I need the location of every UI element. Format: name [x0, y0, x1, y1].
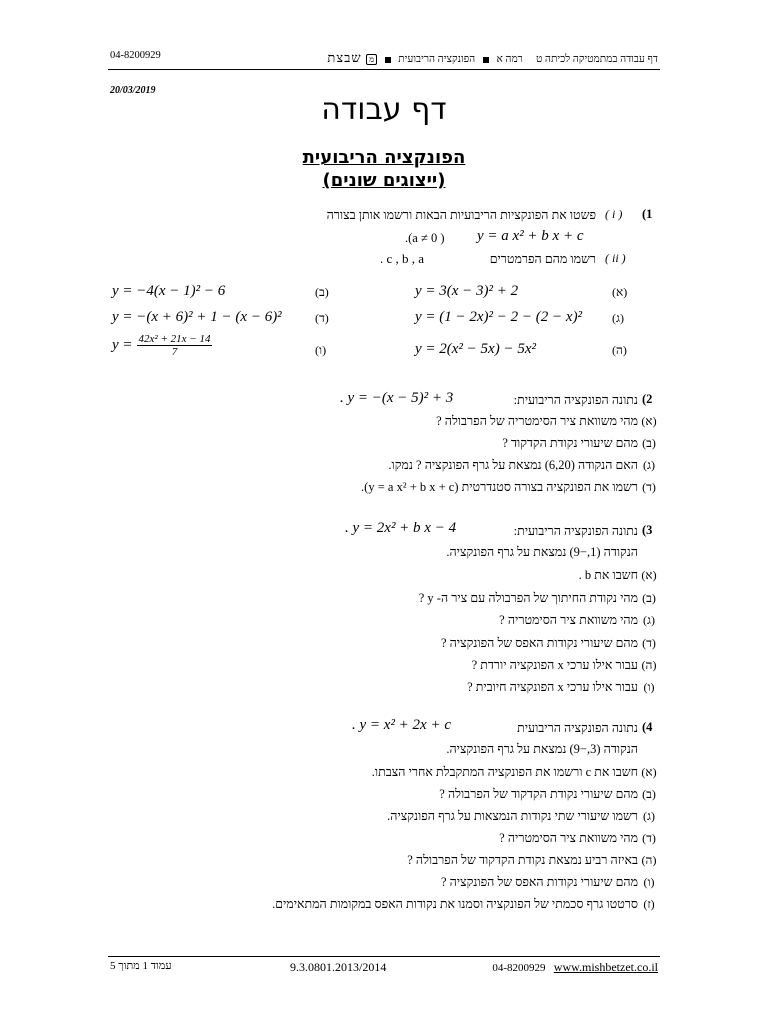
q3-given-point: הנקודה (1,−9) נמצאת על גרף הפונקציה. [446, 545, 638, 559]
q4-item-label: (ז) [643, 897, 655, 911]
page-footer [110, 960, 658, 976]
q1-part-i-text: פשטו את הפונקציות הריבועיות הבאות ורשמו אותן בצורה [326, 208, 596, 222]
q3-item-text: עבור אילו ערכי x הפונקציה חיובית ? [467, 680, 638, 694]
q4-item-text: חשבו את c ורשמו את הפונקציה המתקבלת אחרי הצבתו. [371, 765, 638, 779]
q1-item-label: (א) [612, 285, 628, 299]
question-3-number: (3 [642, 523, 653, 537]
q1-standard-form: y = a x² + b x + c [477, 228, 584, 244]
footer-code: 9.3.0801.2013/2014 [290, 960, 387, 974]
question-4-number: (4 [642, 720, 653, 734]
page-header [110, 50, 658, 68]
footer-phone: 04-8200929 [492, 962, 546, 974]
q2-item-label: (ב) [642, 436, 656, 450]
q2-item-text: מהי משוואת ציר הסימטריה של הפרבולה ? [436, 414, 638, 428]
q3-item-label: (ה) [641, 658, 657, 672]
page-title: דף עבודה [321, 92, 447, 127]
q4-item-text: מהם שיעורי נקודות האפס של הפונקציה ? [440, 875, 638, 889]
q4-item-label: (א) [641, 765, 657, 779]
question-1-number: (1 [642, 207, 653, 221]
header-spacer [525, 54, 533, 65]
q1-item-label: (ו) [315, 343, 327, 357]
q2-item-label: (ד) [642, 480, 656, 494]
q1-item-equation: y = (1 − 2x)² − 2 − (2 − x)² [415, 309, 583, 325]
q4-item-label: (ד) [642, 831, 656, 845]
q1-part-i-label: ( i ) [605, 207, 623, 221]
subtitle-representations: (ייצוגים שונים) [322, 170, 446, 191]
q3-item-text: מהי נקודת החיתוך של הפרבולה עם ציר ה- y ? [418, 591, 638, 605]
date: 20/03/2019 [110, 85, 156, 96]
q2-item-label: (א) [641, 414, 657, 428]
q3-item-text: מהי משוואת ציר הסימטריה ? [499, 613, 638, 627]
q2-item-text: האם הנקודה (6,20) נמצאת על גרף הפונקציה ? נמקו. [388, 458, 638, 472]
q3-item-text: עבור אילו ערכי x הפונקציה יורדת ? [471, 658, 638, 672]
footer-page-number: עמוד 1 מתוך 5 [110, 960, 172, 972]
q4-stem-equation: . y = x² + 2x + c [352, 717, 451, 733]
question-2-number: (2 [642, 392, 653, 406]
q2-item-text: רשמו את הפונקציה בצורה סטנדרטית (y = a x² + b x + c). [361, 480, 638, 494]
q4-given-point: הנקודה (3,−9) נמצאת על גרף הפונקציה. [446, 742, 638, 756]
q3-item-label: (ד) [642, 636, 656, 650]
q3-stem: נתונה הפונקציה הריבועית: [513, 524, 638, 538]
q1-item-equation: y = 3(x − 3)² + 2 [415, 283, 519, 299]
square-bullet-icon [483, 57, 489, 63]
header-info [327, 50, 658, 66]
q3-item-text: חשבו את b . [578, 568, 638, 582]
q4-item-label: (ב) [642, 787, 656, 801]
q3-item-label: (ו) [643, 680, 655, 694]
q2-stem: נתונה הפונקציה הריבועית: [513, 393, 638, 407]
header-divider [108, 69, 660, 70]
q4-item-label: (ג) [643, 809, 655, 823]
q1-item-label: (ב) [315, 285, 329, 299]
q1-item-equation: y = 2(x² − 5x) − 5x² [415, 341, 536, 357]
q1-item-label: (ה) [612, 343, 627, 357]
q4-item-label: (ה) [641, 853, 657, 867]
q3-item-label: (א) [641, 568, 657, 582]
q2-item-text: מהם שיעורי נקודת הקדקוד ? [502, 436, 638, 450]
header-level: רמה א [496, 54, 523, 65]
q3-item-label: (ג) [643, 613, 655, 627]
square-bullet-icon [385, 57, 391, 63]
fraction-lhs: y = [112, 337, 133, 353]
fraction [137, 333, 213, 358]
subtitle-topic: הפונקציה הריבועית [302, 147, 466, 168]
q1-item-label: (ג) [612, 311, 624, 325]
q3-stem-equation: . y = 2x² + b x − 4 [345, 520, 457, 536]
logo-icon: מ [366, 54, 377, 65]
q1-part-ii-text: רשמו מהם הפרמטרים [489, 252, 596, 266]
q1-params: . c , b , a [380, 251, 425, 266]
header-phone: 04-8200929 [110, 50, 161, 61]
q4-stem: נתונה הפונקציה הריבועית [517, 721, 638, 735]
q4-item-text: מהי משוואת ציר הסימטריה ? [499, 831, 638, 845]
footer-divider [108, 956, 660, 957]
q1-item-equation: y = −4(x − 1)² − 6 [112, 283, 226, 299]
footer-website-link[interactable]: www.mishbetzet.co.il [553, 960, 658, 974]
q4-item-text: רשמו שיעורי שתי נקודות הנמצאות על גרף הפונקציה. [387, 809, 638, 823]
q1-item-equation: y = −(x + 6)² + 1 − (x − 6)² [112, 309, 282, 325]
q1-condition: .(a ≠ 0 ) [405, 231, 445, 245]
q4-item-text: מהם שיעורי נקודת הקדקוד של הפרבולה ? [439, 787, 638, 801]
q2-item-label: (ג) [643, 458, 655, 472]
q4-item-text: סרטטו גרף סכמתי של הפונקציה וסמנו את נקודות האפס במקומות המתאימים. [272, 897, 638, 911]
q3-item-text: מהם שיעורי נקודות האפס של הפונקציה ? [440, 636, 638, 650]
q1-item-label: (ד) [315, 311, 329, 325]
header-title: דף עבודה במתמטיקה לכיתה ט [535, 54, 658, 65]
footer-contact [492, 960, 658, 975]
q4-item-text: באיזה רביע נמצאת נקודת הקדקוד של הפרבולה ? [407, 853, 638, 867]
q2-stem-equation: . y = −(x − 5)² + 3 [340, 390, 454, 406]
fraction-denominator: 7 [171, 346, 178, 358]
q3-item-label: (ב) [642, 591, 656, 605]
fraction-numerator: 42x² + 21x − 14 [138, 333, 211, 345]
q1-part-ii-label: ( ii ) [605, 251, 626, 265]
q4-item-label: (ו) [643, 875, 655, 889]
q1-item-fraction-equation [112, 333, 212, 358]
header-topic: הפונקציה הריבועית [398, 54, 476, 65]
brand-name: שבצת [327, 50, 362, 65]
